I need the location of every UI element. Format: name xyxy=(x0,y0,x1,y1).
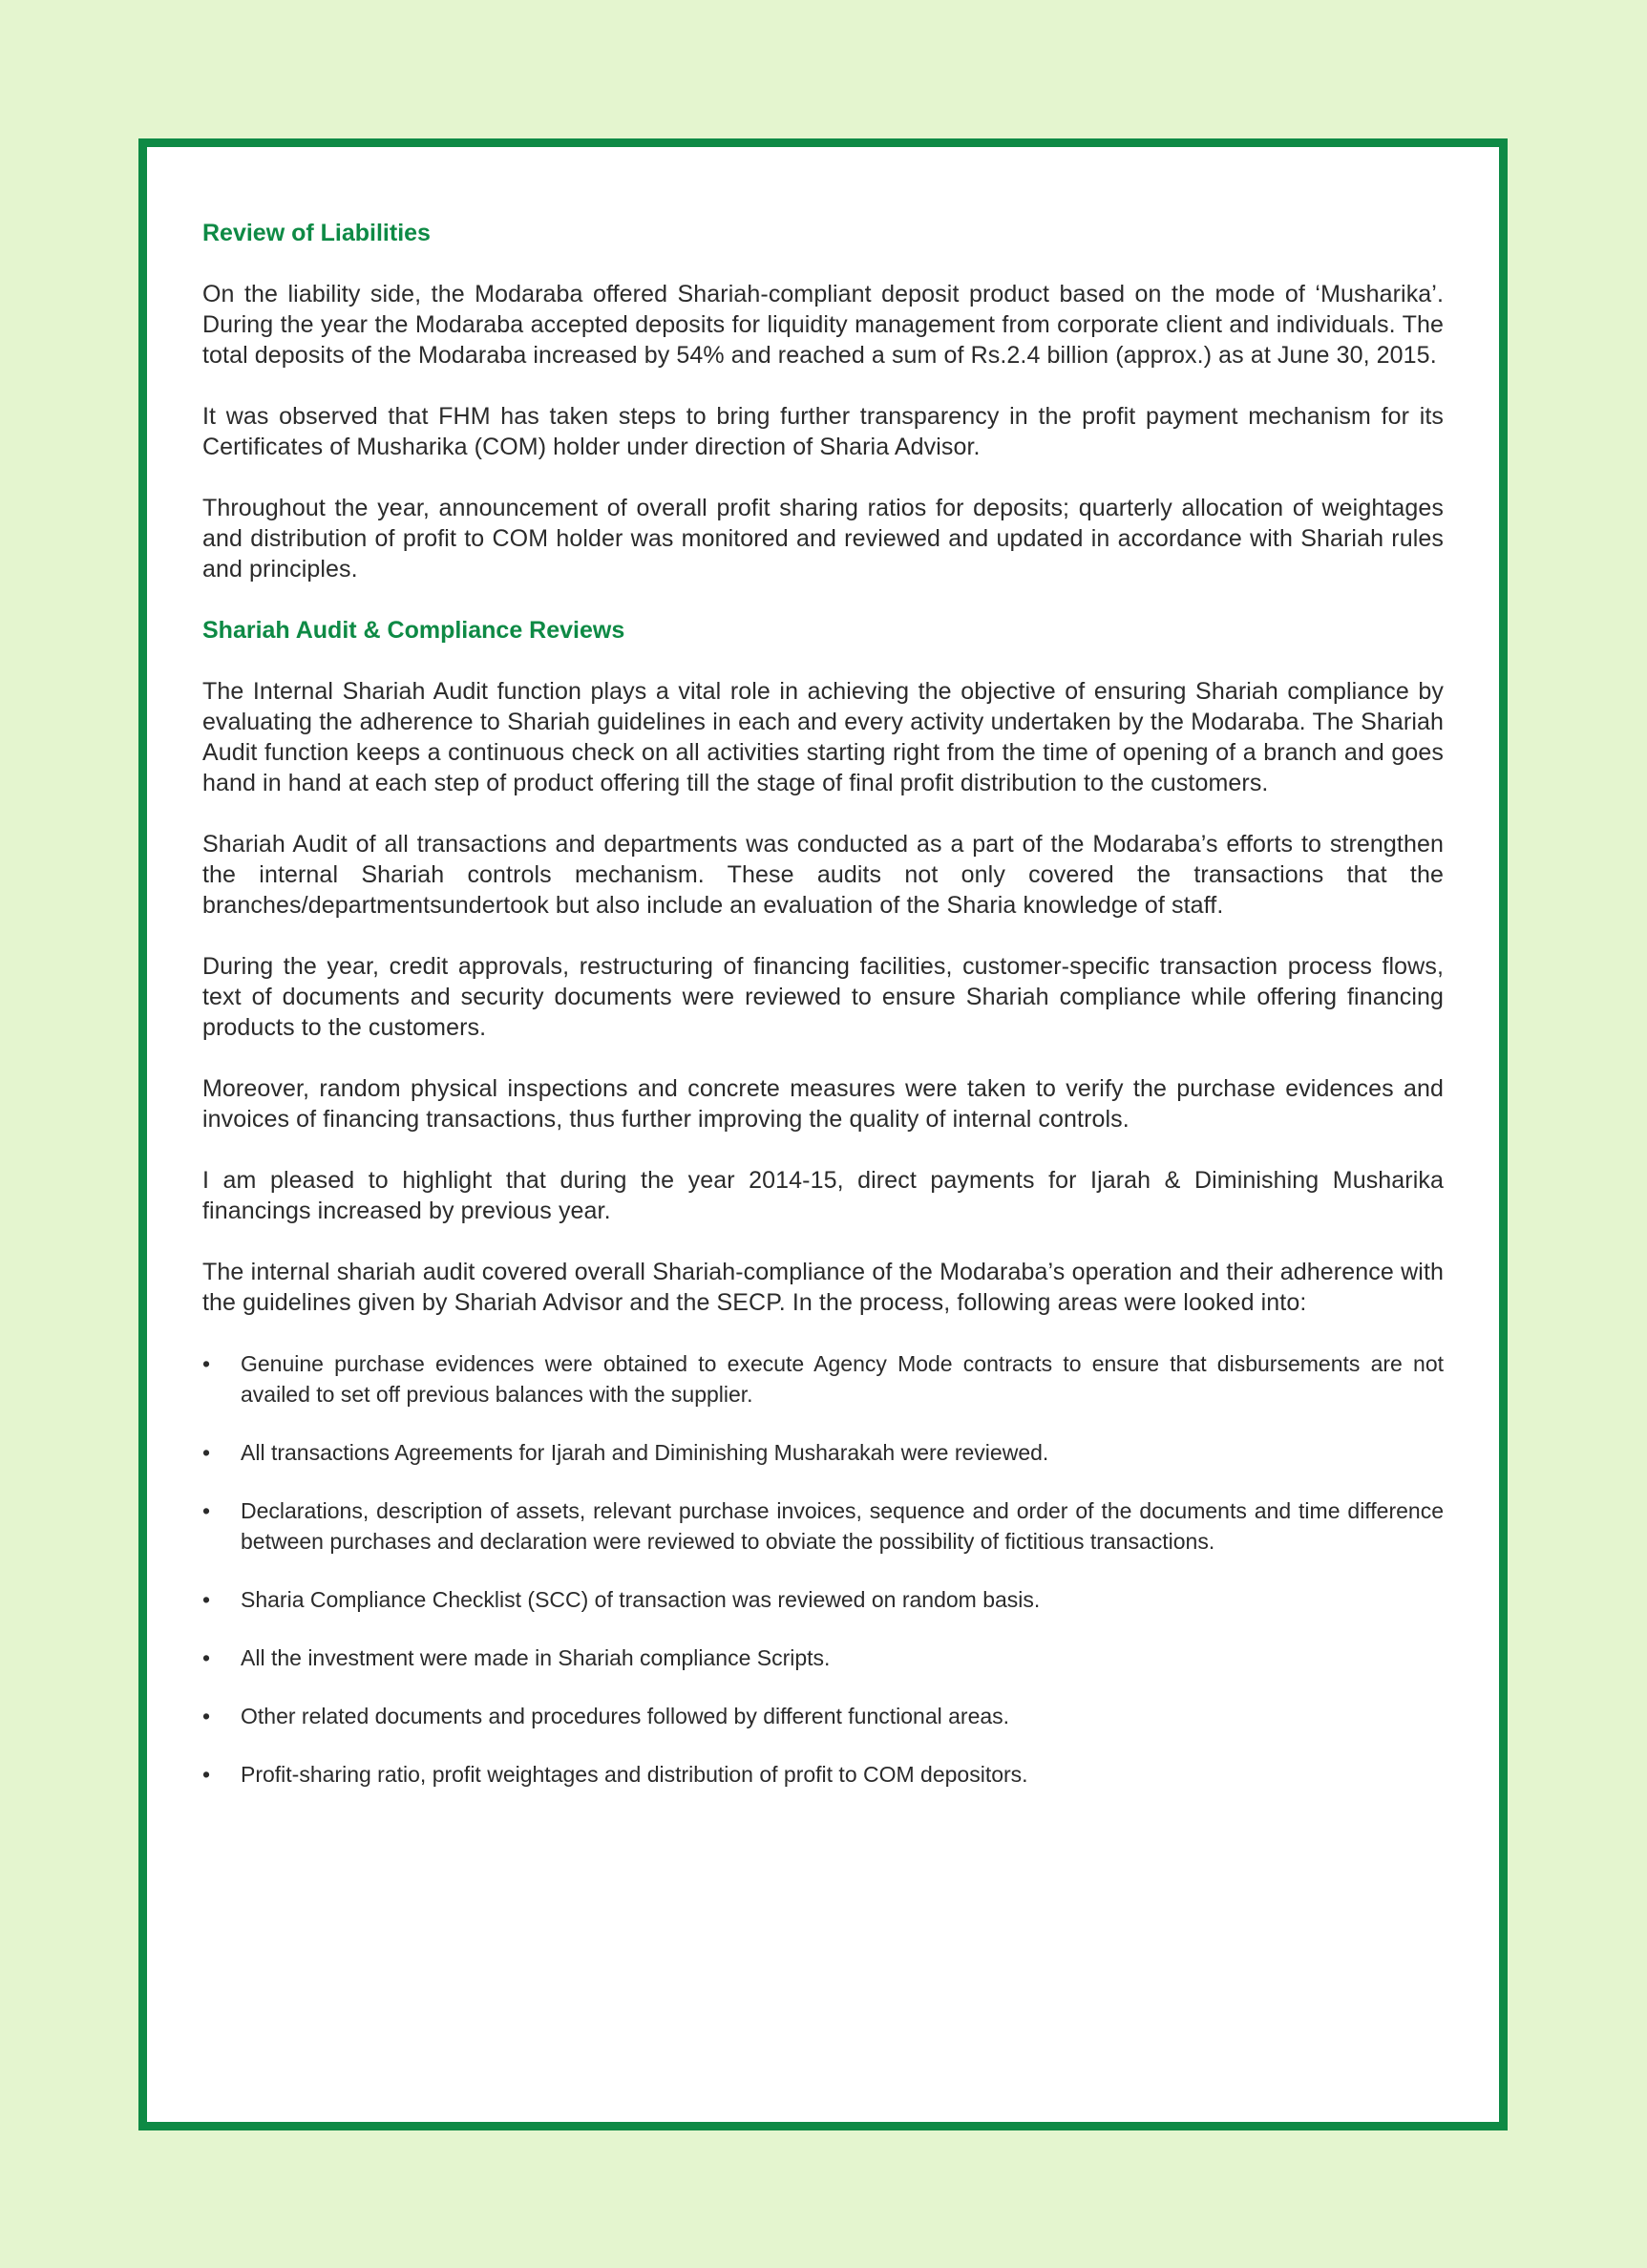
paragraph: Throughout the year, announcement of overall profit sharing ratios for deposits; quarterly allocation of weightages and distribution of profit to COM holder was monitored and reviewed and updated in accordance with Shariah rules and principles. xyxy=(202,495,1444,583)
list-item xyxy=(202,1759,1444,1790)
paragraph: The internal shariah audit covered overall Shariah-compliance of the Modaraba’s operation and their adherence with the guidelines given by Shariah Advisor and the SECP. In the process, following areas were looked into: xyxy=(202,1259,1444,1316)
paragraph: On the liability side, the Modaraba offered Shariah-compliant deposit product based on the mode of ‘Musharika’. During the year the Modaraba accepted deposits for liquidity management from corporate client and individuals. The total deposits of the Modaraba increased by 54% and reached a sum of Rs.2.4 billion (approx.) as at June 30, 2015. xyxy=(202,281,1444,369)
list-item-text: All transactions Agreements for Ijarah and Diminishing Musharakah were reviewed. xyxy=(241,1440,1049,1465)
section-heading-shariah-audit: Shariah Audit & Compliance Reviews xyxy=(202,617,625,644)
paragraph: I am pleased to highlight that during the year 2014-15, direct payments for Ijarah & Diminishing Musharika financings increased by previous year. xyxy=(202,1167,1444,1224)
document-body xyxy=(202,218,1444,1817)
paragraph: Moreover, random physical inspections and concrete measures were taken to verify the purchase evidences and invoices of financing transactions, thus further improving the quality of internal controls. xyxy=(202,1075,1444,1133)
bullet-icon: • xyxy=(202,1440,211,1465)
list-item xyxy=(202,1584,1444,1615)
list-item-text: Genuine purchase evidences were obtained to execute Agency Mode contracts to ensure that disbursements are not availed to set off previous balances with the supplier. xyxy=(241,1351,1444,1407)
bullet-icon: • xyxy=(202,1645,211,1670)
list-item xyxy=(202,1348,1444,1410)
bullet-icon: • xyxy=(202,1587,211,1612)
paragraph: It was observed that FHM has taken steps to bring further transparency in the profit payment mechanism for its Certificates of Musharika (COM) holder under direction of Sharia Advisor. xyxy=(202,403,1444,460)
paragraph: During the year, credit approvals, restructuring of financing facilities, customer-specific transaction process flows, text of documents and security documents were reviewed to ensure Shariah compliance while offering financing products to the customers. xyxy=(202,953,1444,1041)
list-item xyxy=(202,1643,1444,1673)
list-item-text: Profit-sharing ratio, profit weightages and distribution of profit to COM depositors. xyxy=(241,1762,1028,1787)
paragraph: Shariah Audit of all transactions and departments was conducted as a part of the Modaraba’s efforts to strengthen the internal Shariah controls mechanism. These audits not only covered the transactions that the branches/departmentsundertook but also include an evaluation of the Sharia knowledge of staff. xyxy=(202,831,1444,919)
section-heading-review-of-liabilities: Review of Liabilities xyxy=(202,220,431,246)
bullet-icon: • xyxy=(202,1351,211,1376)
list-item-text: Declarations, description of assets, relevant purchase invoices, sequence and order of the documents and time difference between purchases and declaration were reviewed to obviate the possibility of fictitious transactions. xyxy=(241,1498,1444,1554)
list-item xyxy=(202,1495,1444,1557)
bullet-icon: • xyxy=(202,1762,211,1787)
list-item xyxy=(202,1701,1444,1731)
list-item xyxy=(202,1437,1444,1468)
list-item-text: Sharia Compliance Checklist (SCC) of transaction was reviewed on random basis. xyxy=(241,1587,1041,1612)
bullet-icon: • xyxy=(202,1704,211,1728)
list-item-text: All the investment were made in Shariah compliance Scripts. xyxy=(241,1645,831,1670)
list-item-text: Other related documents and procedures followed by different functional areas. xyxy=(241,1704,1010,1728)
paragraph: The Internal Shariah Audit function plays a vital role in achieving the objective of ensuring Shariah compliance by evaluating the adherence to Shariah guidelines in each and every activity undertaken by the Modaraba. The Shariah Audit function keeps a continuous check on all activities starting right from the time of opening of a branch and goes hand in hand at each step of product offering till the stage of final profit distribution to the customers. xyxy=(202,678,1444,796)
audit-areas-list xyxy=(202,1348,1444,1790)
bullet-icon: • xyxy=(202,1498,211,1523)
